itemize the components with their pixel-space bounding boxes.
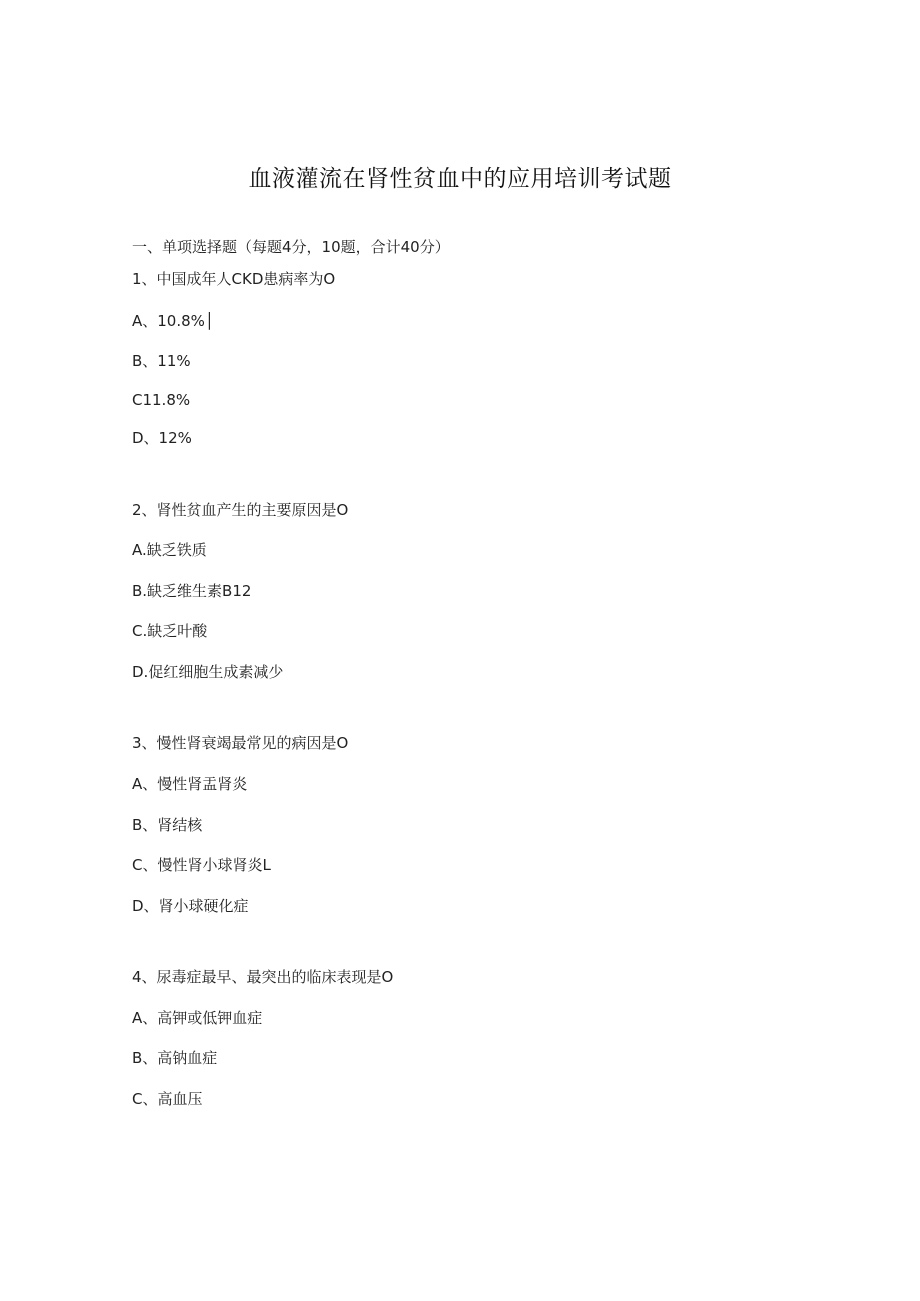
question-3-option-a: A、慢性肾盂肾炎 [132,775,248,793]
question-2-option-b: B.缺乏维生素B12 [132,582,252,600]
question-1-option-a: A、10.8%│ [132,312,214,330]
question-2-option-a: A.缺乏铁质 [132,541,207,559]
question-4-option-b: B、高钠血症 [132,1049,218,1067]
question-1-option-c: C11.8% [132,391,191,409]
question-3-option-c: C、慢性肾小球肾炎L [132,856,271,874]
question-4-stem: 4、尿毒症最早、最突出的临床表现是O [132,968,394,986]
question-4-option-a: A、高钾或低钾血症 [132,1009,263,1027]
section-heading: 一、单项选择题（每题4分，10题，合计40分） [132,238,450,256]
question-1-stem: 1、中国成年人CKD患病率为O [132,270,336,288]
question-2-option-d: D.促红细胞生成素减少 [132,663,284,681]
question-3-option-b: B、肾结核 [132,816,203,834]
question-3-stem: 3、慢性肾衰竭最常见的病因是O [132,734,349,752]
question-1-option-d: D、12% [132,429,192,447]
question-2-option-c: C.缺乏叶酸 [132,622,208,640]
question-4-option-c: C、高血压 [132,1090,203,1108]
question-1-option-b: B、11% [132,352,191,370]
question-2-stem: 2、肾性贫血产生的主要原因是O [132,501,349,519]
document-title: 血液灌流在肾性贫血中的应用培训考试题 [248,166,672,192]
question-3-option-d: D、肾小球硬化症 [132,897,249,915]
